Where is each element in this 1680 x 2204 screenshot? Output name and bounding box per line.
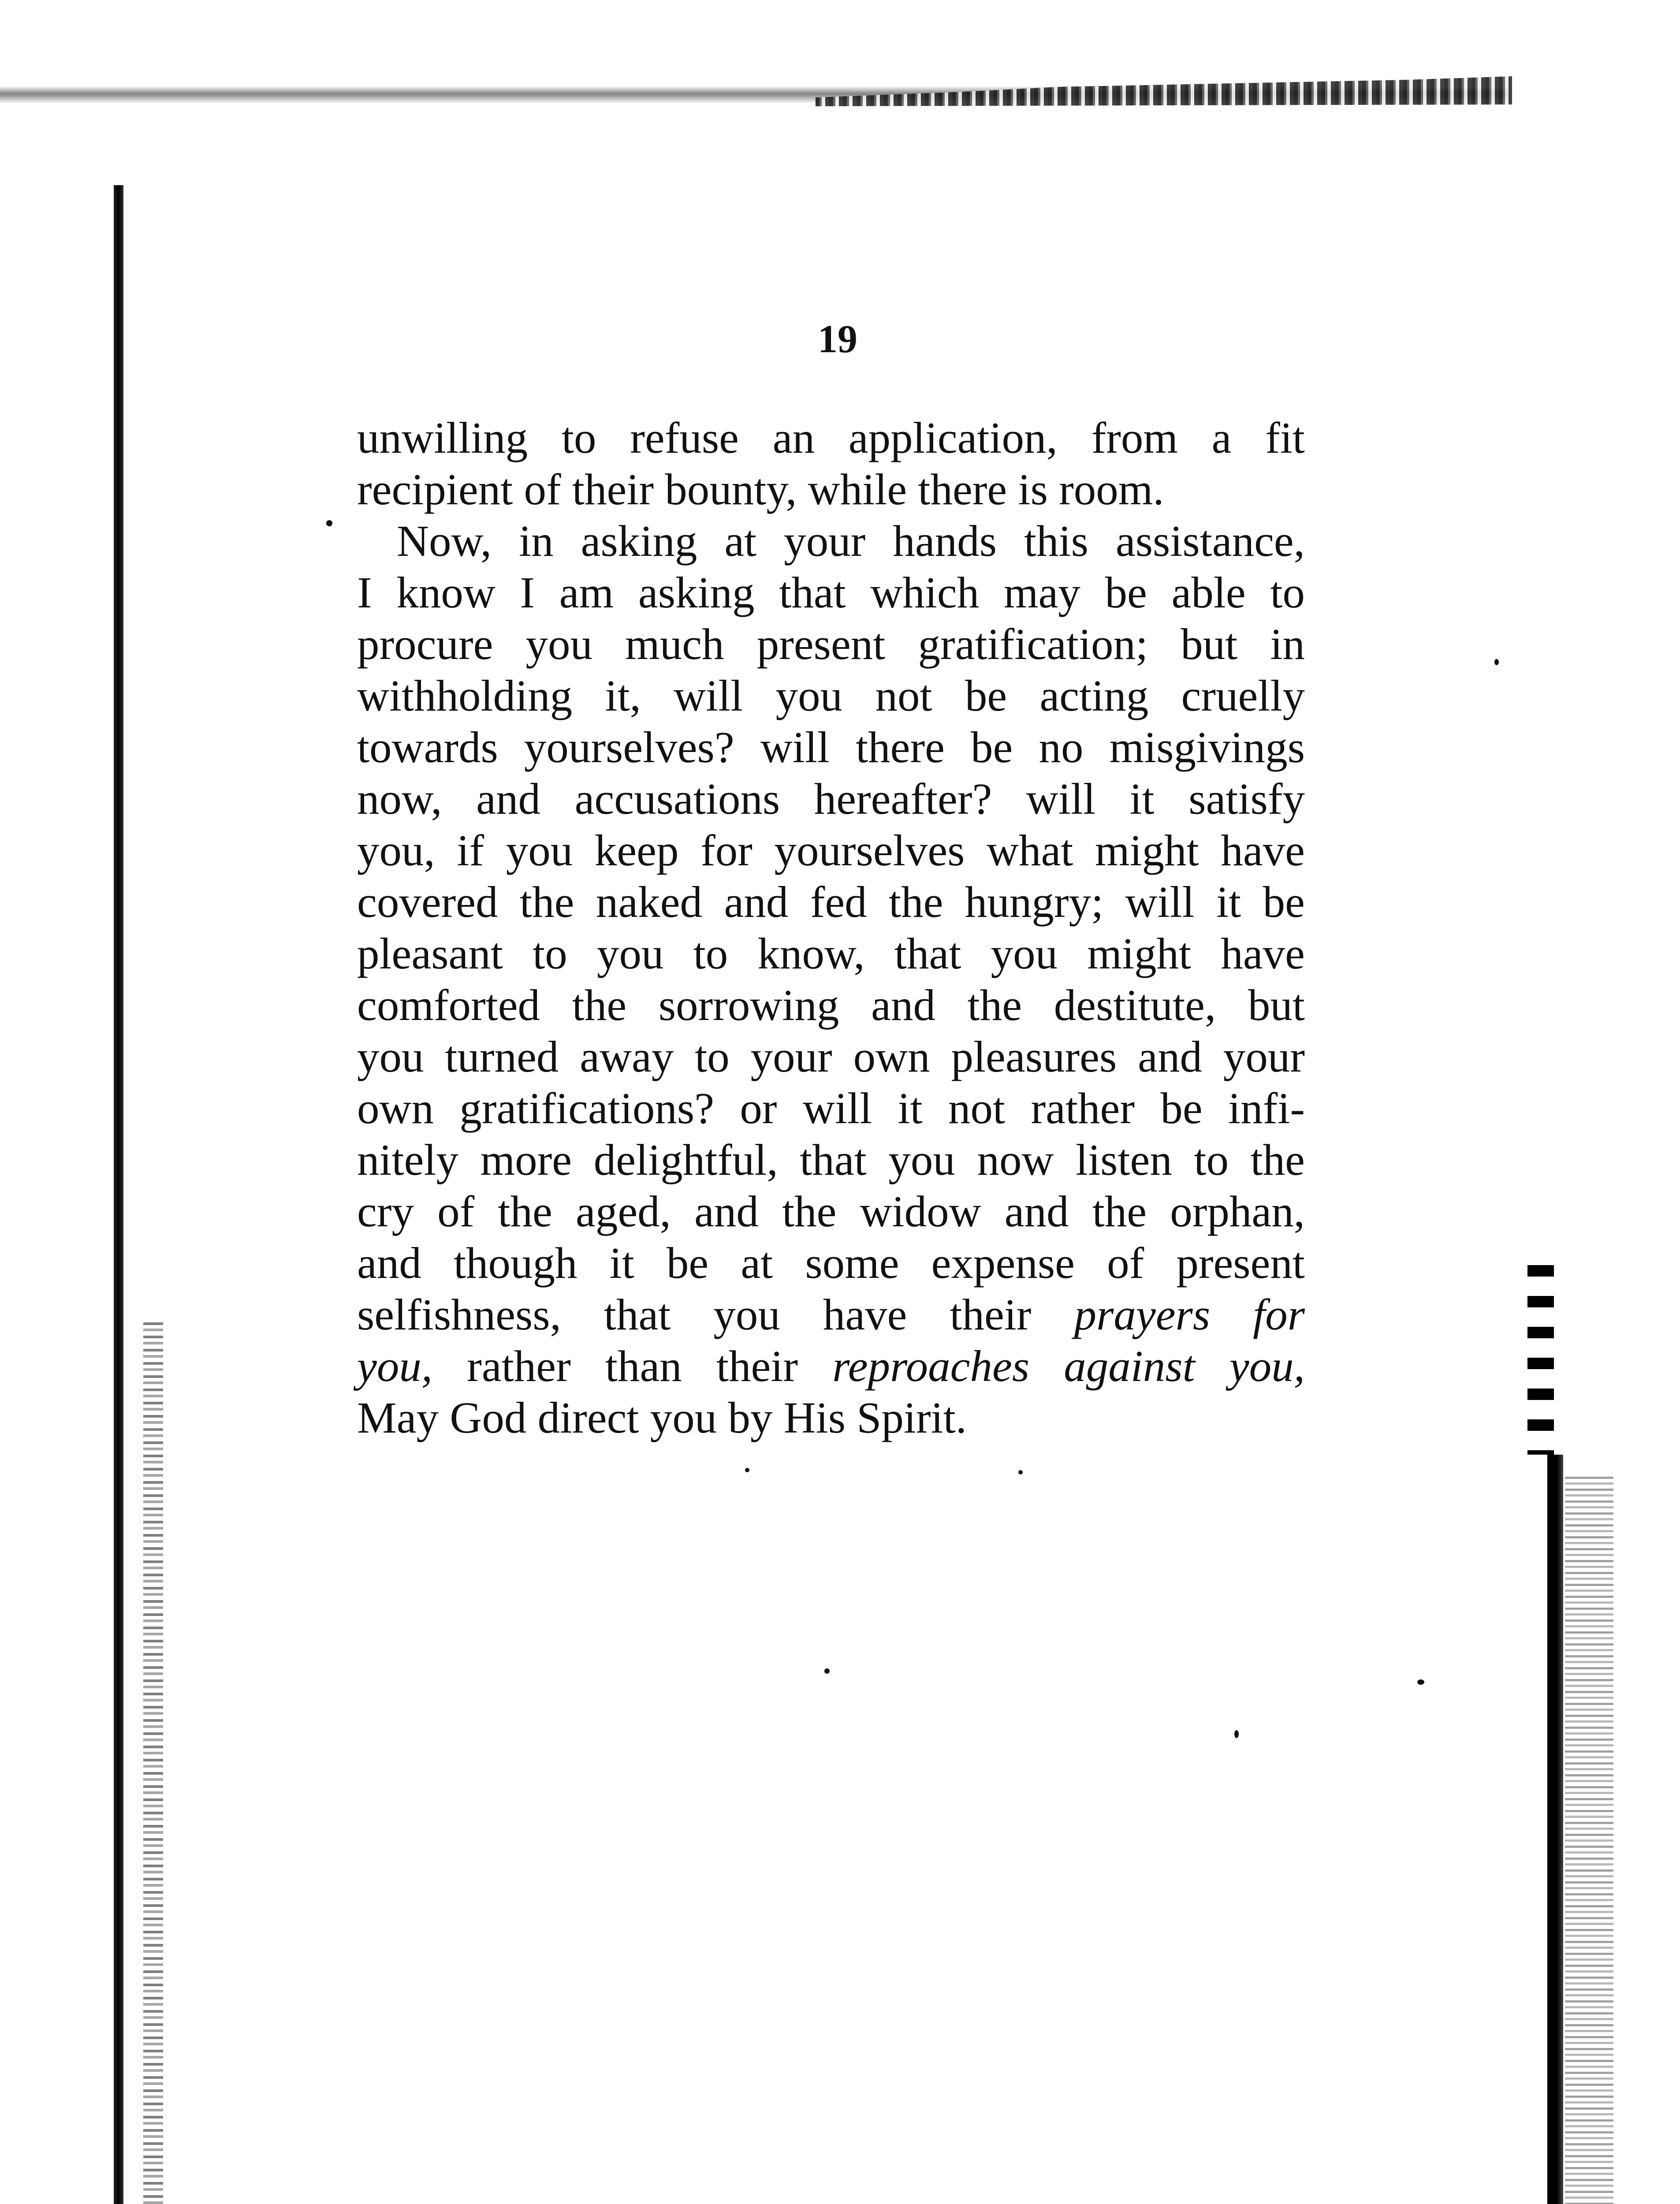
scan-speck bbox=[1018, 1470, 1023, 1474]
text-line: and though it be at some expense of present bbox=[357, 1238, 1305, 1288]
text-line: unwilling to refuse an application, from a fit bbox=[357, 413, 1305, 462]
scan-speck bbox=[1234, 1730, 1239, 1738]
text-line: recipient of their bounty, while there is room. bbox=[357, 465, 1164, 514]
scan-speck bbox=[1417, 1679, 1424, 1685]
text-run-italic: prayers for bbox=[1074, 1290, 1305, 1339]
text-line: pleasant to you to know, that you might have bbox=[357, 929, 1305, 978]
text-line: own gratifications? or will it not rather be infi- bbox=[357, 1083, 1305, 1133]
text-line-italic-mixed bbox=[357, 1340, 1305, 1392]
text-line: towards yourselves? will there be no misgivings bbox=[357, 722, 1305, 772]
scan-right-edge-ticks bbox=[1527, 1265, 1554, 1455]
scan-left-binding-shadow bbox=[114, 185, 123, 2204]
text-line: withholding it, will you not be acting cruelly bbox=[357, 671, 1305, 720]
scan-right-binding-shadow bbox=[1547, 1455, 1563, 2204]
text-run-italic: you, bbox=[357, 1341, 433, 1391]
page-number: 19 bbox=[818, 317, 857, 361]
scan-speck bbox=[1494, 659, 1499, 665]
text-line: procure you much present gratification; but in bbox=[357, 619, 1305, 669]
text-line: covered the naked and fed the hungry; will it be bbox=[357, 877, 1305, 927]
text-line: I know I am asking that which may be able to bbox=[357, 568, 1305, 617]
text-line: nitely more delightful, that you now listen to the bbox=[357, 1135, 1305, 1184]
scan-right-edge-noise bbox=[1565, 1477, 1613, 2204]
scan-speck bbox=[824, 1668, 830, 1674]
text-line-italic-mixed bbox=[357, 1289, 1305, 1340]
text-line: comforted the sorrowing and the destitute, but bbox=[357, 980, 1305, 1030]
scan-speck bbox=[326, 520, 332, 526]
text-line: now, and accusations hereafter? will it satisfy bbox=[357, 774, 1305, 823]
scan-left-edge-noise bbox=[143, 1322, 163, 2204]
body-text bbox=[357, 412, 1305, 1444]
text-run-italic: reproaches against you, bbox=[832, 1341, 1305, 1391]
text-line-closing: May God direct you by His Spirit. bbox=[357, 1393, 967, 1442]
text-run: selfishness, that you have their bbox=[357, 1290, 1074, 1339]
text-line: you, if you keep for yourselves what might have bbox=[357, 826, 1305, 875]
text-line: you turned away to your own pleasures and your bbox=[357, 1032, 1305, 1081]
text-run: rather than their bbox=[432, 1341, 833, 1391]
scan-speck bbox=[745, 1468, 749, 1472]
text-line: cry of the aged, and the widow and the orphan, bbox=[357, 1187, 1305, 1236]
text-line: Now, in asking at your hands this assistance, bbox=[397, 516, 1305, 566]
